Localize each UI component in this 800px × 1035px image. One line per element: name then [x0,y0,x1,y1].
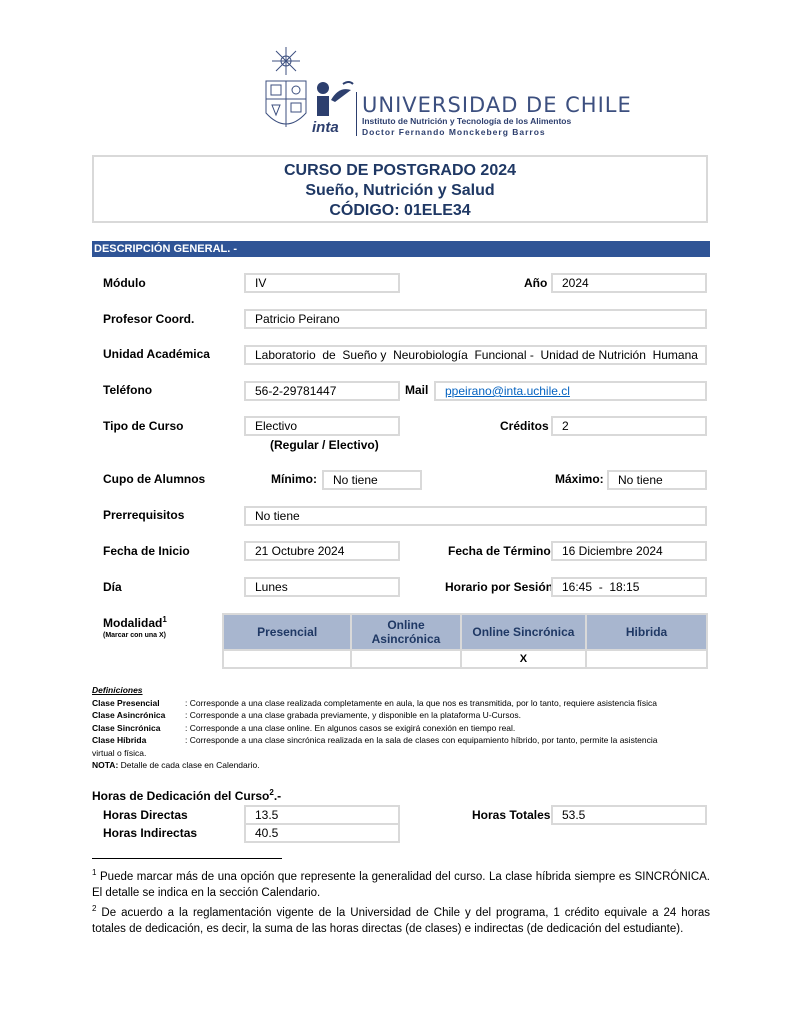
termino-label: Fecha de Término [448,544,551,558]
nota-label: NOTA: [92,760,119,770]
indirectas-field[interactable]: 40.5 [244,823,400,843]
definition-row [92,722,712,735]
modalidad-header-presencial: Presencial [223,614,351,650]
footnote-2 [92,901,710,937]
modalidad-footnote-ref: 1 [162,615,167,624]
footnote-2-number: 2 [92,903,97,913]
modalidad-cell-hibrida[interactable] [586,650,707,668]
modulo-label: Módulo [103,276,146,290]
modulo-field[interactable]: IV [244,273,400,293]
course-code: CÓDIGO: 01ELE34 [329,202,471,219]
horario-field[interactable]: 16:45 - 18:15 [551,577,707,597]
course-subtitle: Sueño, Nutrición y Salud [305,182,495,199]
profesor-label: Profesor Coord. [103,312,195,326]
cupo-label: Cupo de Alumnos [103,472,206,486]
footnote-1-number: 1 [92,868,97,877]
indirectas-label: Horas Indirectas [103,826,198,840]
horas-footnote-ref: 2 [269,788,274,797]
course-title-box [92,155,708,223]
definition-text: : Corresponde a una clase online. En algunos casos se exigirá conexión en tiempo real. [185,722,516,733]
mail-field[interactable] [434,381,707,401]
mail-link[interactable]: ppeirano@inta.uchile.cl [445,384,570,398]
definiciones-block [92,684,712,772]
definiciones-title: Definiciones [92,685,143,695]
footnote-2-text: De acuerdo a la reglamentación vigente de la Universidad de Chile y del programa, 1 crédito equivale a 24 horas totales de dedicación, es decir, la suma de las horas directas (de clases) e indirectas (de dedicación del estudiante). [92,906,710,935]
inta-logo-icon [313,80,355,120]
definition-term: Clase Presencial [92,697,160,708]
institute-name: Instituto de Nutrición y Tecnología de los Alimentos [362,116,572,126]
creditos-field[interactable]: 2 [551,416,707,436]
inicio-field[interactable]: 21 Octubre 2024 [244,541,400,561]
footnotes [92,865,710,937]
modalidad-label [103,615,167,630]
telefono-label: Teléfono [103,383,153,397]
footnote-divider [92,858,282,859]
minimo-label: Mínimo: [271,472,317,486]
minimo-field[interactable]: No tiene [322,470,422,490]
university-crest-logo [262,45,310,140]
modalidad-table [222,613,708,669]
totales-field[interactable]: 53.5 [551,805,707,825]
prerreq-label: Prerrequisitos [103,508,185,522]
course-title: CURSO DE POSTGRADO 2024 [283,162,517,179]
maximo-label: Máximo: [555,472,604,486]
inta-label: inta [312,119,339,136]
maximo-field[interactable]: No tiene [607,470,707,490]
tipo-label: Tipo de Curso [103,419,184,433]
definition-row [92,697,712,710]
modalidad-cell-presencial[interactable] [223,650,351,668]
dia-label: Día [103,580,122,594]
totales-label: Horas Totales [472,808,551,822]
nota-text: Detalle de cada clase en Calendario. [118,760,260,770]
horas-title-text: Horas de Dedicación del Curso [92,789,270,803]
definition-term: Clase Sincrónica [92,722,161,733]
modalidad-header-hibrida: Hibrida [586,614,707,650]
unidad-field[interactable]: Laboratorio de Sueño y Neurobiología Funcional - Unidad de Nutrición Humana [244,345,707,365]
modalidad-hint: (Marcar con una X) [103,632,167,639]
logo-divider [356,92,357,136]
university-name: UNIVERSIDAD DE CHILE [362,93,632,117]
profesor-field[interactable]: Patricio Peirano [244,309,707,329]
definition-term: Clase Asincrónica [92,710,166,720]
horario-label: Horario por Sesión [445,580,554,594]
section-header: DESCRIPCIÓN GENERAL. - [92,241,710,257]
directas-field[interactable]: 13.5 [244,805,400,825]
prerreq-field[interactable]: No tiene [244,506,707,526]
modalidad-label-text: Modalidad [103,616,163,630]
directas-label: Horas Directas [103,808,188,822]
definition-text: : Corresponde a una clase sincrónica realizada en la sala de clases con equipamiento híbrido, por tanto, permite la asistencia [185,735,658,745]
dia-field[interactable]: Lunes [244,577,400,597]
definition-text: : Corresponde a una clase realizada completamente en aula, la que nos es transmitida, por lo tanto, requiere asistencia física [185,697,658,708]
unidad-label: Unidad Académica [103,347,210,361]
footnote-1 [92,865,710,901]
horas-title-suffix: .- [273,789,282,803]
definition-row [92,734,712,747]
definition-row [92,709,712,722]
definition-text: : Corresponde a una clase grabada previamente, y disponible en la plataforma U-Cursos. [185,710,521,720]
termino-field[interactable]: 16 Diciembre 2024 [551,541,707,561]
anio-label: Año [524,276,548,290]
mail-label: Mail [405,383,429,397]
tipo-field[interactable]: Electivo [244,416,400,436]
definition-term: Clase Híbrida [92,735,147,745]
institute-subtitle: Doctor Fernando Monckeberg Barros [362,127,546,137]
footnote-1-text: Puede marcar más de una opción que represente la generalidad del curso. La clase híbrida siempre es SINCRÓNICA. El detalle se indica en la sección Calendario. [92,870,710,899]
anio-field[interactable]: 2024 [551,273,707,293]
tipo-hint: (Regular / Electivo) [270,438,379,452]
creditos-label: Créditos [500,419,549,433]
horas-title [92,788,281,803]
nota [92,759,712,772]
telefono-field[interactable]: 56-2-29781447 [244,381,400,401]
modalidad-header-asincronica: Online Asincrónica [351,614,460,650]
modalidad-cell-asincronica[interactable] [351,650,460,668]
definition-continuation: virtual o física. [92,747,147,758]
modalidad-header-sincronica: Online Sincrónica [461,614,586,650]
modalidad-cell-sincronica[interactable]: X [461,650,586,668]
inicio-label: Fecha de Inicio [103,544,190,558]
